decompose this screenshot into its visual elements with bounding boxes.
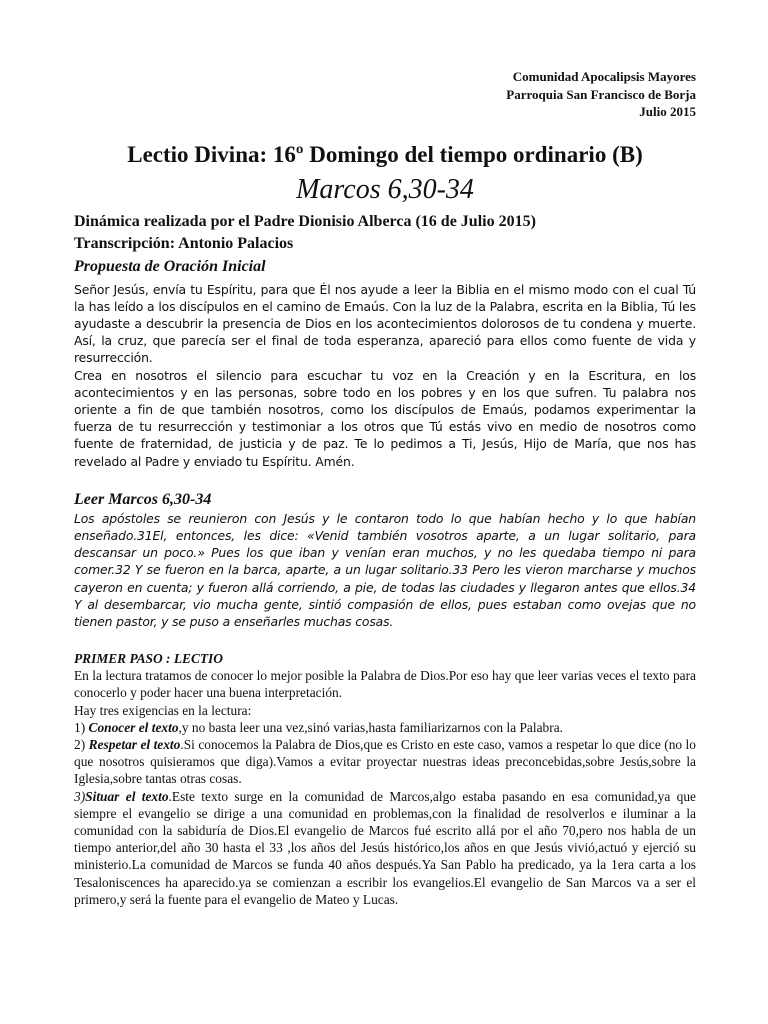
exigencia-item-3 bbox=[74, 788, 696, 908]
document-header bbox=[74, 68, 696, 121]
item-bold-label: Conocer el texto bbox=[88, 719, 179, 735]
primer-paso-heading: PRIMER PASO : LECTIO bbox=[74, 651, 223, 667]
item-bold-label: Situar el texto bbox=[85, 788, 169, 804]
item-bold-label: Respetar el texto bbox=[88, 736, 181, 752]
exigencia-item-2 bbox=[74, 736, 696, 788]
item-text: .Si conocemos la Palabra de Dios,que es Cristo en este caso, vamos a respetar lo que dice (no lo que nosotros quisieramos que diga).Vamos a evitar proyectar nuestras ideas preconcebidas,sobre Jesús,sobre la Iglesia,sobre tantas otras cosas. bbox=[74, 736, 696, 787]
document-subtitle: Marcos 6,30-34 bbox=[296, 173, 474, 205]
lectura-text: Los apóstoles se reunieron con Jesús y le contaron todo lo que habían hecho y lo que habían enseñado.31El, entonces, les dice: «Venid también vosotros aparte, a un lugar solitario, para descansar un poco.» Pues los que iban y venían eran muchos, y no les quedaba tiempo ni para comer.32 Y se fueron en la barca, aparte, a un lugar solitario.33 Pero les vieron marcharse y muchos cayeron en cuenta; y fueron allá corriendo, a pie, de todas las ciudades y llegaron antes que ellos.34 Y al desembarcar, vio mucha gente, sintió compasión de ellos, pues estaban como ovejas que no tienen pastor, y se puso a enseñarles muchas cosas. bbox=[74, 510, 696, 629]
lectura-heading: Leer Marcos 6,30-34 bbox=[74, 490, 212, 508]
header-date: Julio 2015 bbox=[639, 104, 696, 119]
paso1-intro: En la lectura tratamos de conocer lo mejor posible la Palabra de Dios.Por eso hay que leer varias veces el texto para conocerlo y poder hacer una buena interpretación. bbox=[74, 668, 696, 701]
item-text: .Este texto surge en la comunidad de Marcos,algo estaba pasando en esa comunidad,ya que siempre el evangelio se dirige a una comunidad en problemas,con la finalidad de resolverlos e iluminar a la comunidad con la sabiduría de Dios.El evangelio de Marcos fué escrito allá por el año 70,pero nos habla de un tiempo anterior,del año 30 hasta el 33 ,los años del Jesús histórico,los años en que Jesús vivió,actuó y ejerció su ministerio.La comunidad de Marcos se funda 40 años después.Ya San Pablo ha predicado, ya la 1era carta a los Tesaloniscences ha aparecido.ya se comienzan a escribir los evangelios.El evangelio de San Marcos va a ser el primero,y será la fuente para el evangelio de Mateo y Lucas. bbox=[74, 788, 696, 907]
header-parish: Parroquia San Francisco de Borja bbox=[506, 86, 696, 102]
document-title: Lectio Divina: 16º Domingo del tiempo ordinario (B) bbox=[127, 141, 643, 167]
oracion-paragraph-2: Crea en nosotros el silencio para escuchar tu voz en la Creación y en la Escritura, en los acontecimientos y en las personas, sobre todo en los pobres y en los que sufren. Tu palabra nos oriente a fin de que también nosotros, como los discípulos de Emaús, podamos experimentar la fuerza de tu resurrección y testimoniar a los otros que Tú estás vivo en medio de nosotros como fuente de fraternidad, de justicia y de paz. Te lo pedimos a Ti, Jesús, Hijo de María, que nos has revelado al Padre y enviado tu Espíritu. Amén. bbox=[74, 367, 696, 469]
header-community: Comunidad Apocalipsis Mayores bbox=[512, 69, 696, 84]
item-number: 1) bbox=[74, 719, 89, 735]
paso1-exigencias: Hay tres exigencias en la lectura: bbox=[74, 702, 252, 718]
dinamica-line: Dinámica realizada por el Padre Dionisio Alberca (16 de Julio 2015) bbox=[74, 212, 536, 230]
item-text: ,y no basta leer una vez,sinó varias,hasta familiarizarnos con la Palabra. bbox=[178, 719, 563, 735]
transcripcion-line: Transcripción: Antonio Palacios bbox=[74, 234, 294, 252]
oracion-paragraph-1: Señor Jesús, envía tu Espíritu, para que Él nos ayude a leer la Biblia en el mismo modo con el cual Tú la has leído a los discípulos en el camino de Emaús. Con la luz de la Palabra, escrita en la Biblia, Tú les ayudaste a descubrir la presencia de Dios en los acontecimientos dolorosos de tu condena y muerte. Así, la cruz, que parecía ser el final de toda esperanza, apareció para ellos como fuente de vida y resurrección. bbox=[74, 281, 696, 366]
oracion-heading: Propuesta de Oración Inicial bbox=[74, 257, 266, 275]
item-number: 2) bbox=[74, 736, 89, 752]
item-number: 3) bbox=[74, 788, 86, 804]
document-page bbox=[74, 68, 696, 908]
exigencia-item-1 bbox=[74, 719, 696, 736]
